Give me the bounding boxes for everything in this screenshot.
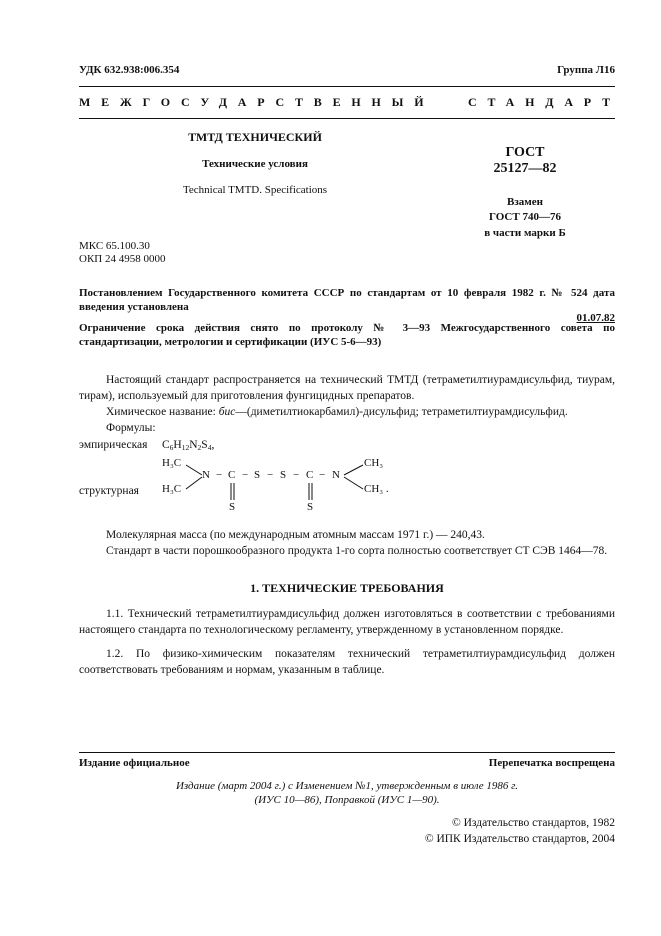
standard-word-1: МЕЖГОСУДАРСТВЕННЫЙ [79, 95, 435, 109]
empirical-formula: $C_6H_{12}N_2S_4$, [162, 439, 215, 452]
formula-dash-5: − [319, 469, 326, 481]
formula-s1: S [254, 469, 261, 481]
document-title: ТМТД ТЕХНИЧЕСКИЙ [188, 130, 322, 144]
bond-n-left-bottom [186, 477, 202, 489]
formula-dash-1: − [216, 469, 223, 481]
formula-c-left: C [228, 469, 236, 481]
clause-1-1: 1.1. Технический тетраметилтиурамдисульфид должен изготовляться в соответствии с требованиями настоящего стандарта по технологическому регламенту, утвержденному в установленном порядке. [79, 608, 615, 636]
formula-s-left-bottom: S [229, 501, 236, 513]
formula-bonds [160, 454, 420, 516]
edition-note-line-1: Издание (март 2004 г.) с Изменением №1, утвержденным в июле 1986 г. [175, 780, 519, 792]
sev-correspondence: Стандарт в части порошкообразного продукта 1-го сорта полностью соответствует СТ СЭВ 1464—78. [106, 545, 608, 557]
replace-gost: ГОСТ 740—76 [489, 211, 561, 223]
bond-n-left-top [186, 465, 202, 475]
formula-s-right-bottom: S [307, 501, 314, 513]
formula-n-left: N [202, 469, 210, 481]
mks-code: МКС 65.100.30 [79, 240, 150, 252]
intro-paragraph-2 [106, 404, 568, 420]
formula-dash-2: − [242, 469, 249, 481]
chem-name-prefix: Химическое название: [106, 406, 219, 418]
decree-text: Постановлением Государственного комитета СССР по стандартам от 10 февраля 1982 г. № 524 дата введения установлена [79, 287, 615, 313]
molecular-mass: Молекулярная масса (по международным атомным массам 1971 г.) — 240,43. [106, 529, 485, 541]
okp-code: ОКП 24 4958 0000 [79, 253, 166, 265]
formula-n-right: N [332, 469, 340, 481]
header-rule-bottom [79, 118, 615, 119]
formula-h3c-bottom: H₃C [162, 483, 182, 495]
gost-number: 25127—82 [493, 161, 557, 176]
edition-note-line-2: (ИУС 10—86), Поправкой (ИУС 1—90). [254, 794, 440, 806]
formula-dash-4: − [293, 469, 300, 481]
chem-name-italic: бис [218, 406, 236, 418]
document-subtitle: Технические условия [202, 158, 308, 170]
formula-dash-3: − [267, 469, 274, 481]
replace-part: в части марки Б [484, 227, 566, 239]
group-code: Группа Л16 [557, 64, 615, 76]
formula-h3c-top: H₃C [162, 457, 182, 469]
decree-date: 01.07.82 [576, 312, 615, 324]
reprint-prohibited: Перепечатка воспрещена [488, 757, 615, 769]
structural-label: структурная [79, 485, 139, 497]
copyright-2004: © ИПК Издательство стандартов, 2004 [424, 833, 615, 845]
intro-paragraph-1: Настоящий стандарт распространяется на технический ТМТД (тетраметилтиурамдисульфид, тиурам, тирам), используемый для приготовления фунгицидных препаратов. [79, 374, 615, 402]
replace-label: Взамен [507, 196, 543, 208]
structural-formula [160, 454, 420, 516]
empirical-label: эмпирическая [79, 439, 148, 451]
bond-n-right-bottom [344, 477, 363, 489]
formula-ch3-top: CH₃ [364, 457, 384, 469]
udk-code: УДК 632.938:006.354 [79, 64, 180, 76]
clause-1-2: 1.2. По физико-химическим показателям технический тетраметилтиурамдисульфид должен соответствовать требованиям и нормам, указанным в таблице. [79, 648, 615, 676]
section-1-heading: 1. ТЕХНИЧЕСКИЕ ТРЕБОВАНИЯ [250, 581, 444, 595]
limitation-text: Ограничение срока действия снято по протоколу № 3—93 Межгосударственного совета по стандартизации, метрологии и сертификации (ИУС 5-6—93) [79, 322, 615, 348]
formula-ch3-bottom: CH₃ . [364, 483, 389, 495]
official-edition: Издание официальное [79, 757, 190, 769]
footer-rule [79, 752, 615, 753]
gost-label: ГОСТ [505, 145, 545, 160]
formula-c-right: C [306, 469, 314, 481]
header-rule-top [79, 86, 615, 87]
standard-word-2: СТАНДАРТ [468, 95, 621, 109]
formulas-label: Формулы: [106, 422, 156, 434]
chem-name-rest: —(диметилтиокарбамил)-дисульфид; тетраметилтиурамдисульфид. [235, 406, 568, 418]
formula-s2: S [280, 469, 287, 481]
copyright-1982: © Издательство стандартов, 1982 [451, 817, 615, 829]
bond-n-right-top [344, 465, 363, 475]
english-title: Technical TMTD. Specifications [182, 184, 328, 196]
